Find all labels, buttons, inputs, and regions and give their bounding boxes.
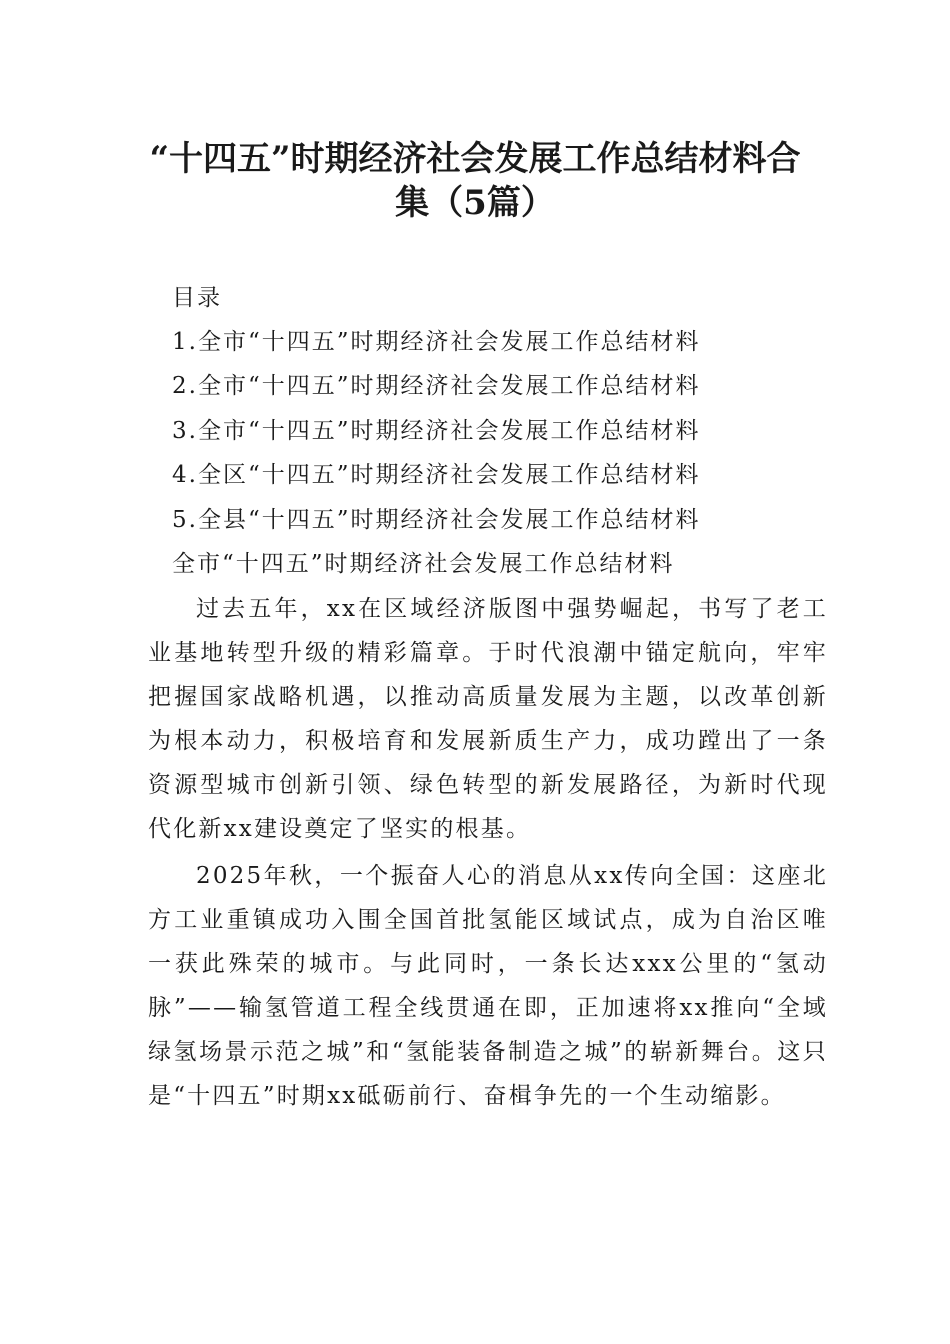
body-paragraph-1: 过去五年，xx在区域经济版图中强势崛起，书写了老工业基地转型升级的精彩篇章。于时代浪潮中锚定航向，牢牢把握国家战略机遇，以推动高质量发展为主题，以改革创新为根本动力，积极培育和发展新质生产力，成功蹚出了一条资源型城市创新引领、绿色转型的新发展路径，为新时代现代化新xx建设奠定了坚实的根基。 (148, 596, 828, 842)
section-title: 全市“十四五”时期经济社会发展工作总结材料 (172, 551, 675, 577)
toc-item-5: 5.全县“十四五”时期经济社会发展工作总结材料 (172, 507, 701, 533)
toc-item-4: 4.全区“十四五”时期经济社会发展工作总结材料 (172, 462, 701, 488)
document-title-line-1: “十四五”时期经济社会发展工作总结材料合 (149, 139, 801, 179)
toc-heading: 目录 (172, 285, 222, 311)
toc-item-2: 2.全市“十四五”时期经济社会发展工作总结材料 (172, 373, 701, 399)
toc-item-1: 1.全市“十四五”时期经济社会发展工作总结材料 (172, 329, 701, 355)
toc-item-3: 3.全市“十四五”时期经济社会发展工作总结材料 (172, 418, 701, 444)
document-title-line-2: 集（5篇） (395, 183, 555, 223)
body-paragraph-2: 2025年秋，一个振奋人心的消息从xx传向全国：这座北方工业重镇成功入围全国首批氢能区域试点，成为自治区唯一获此殊荣的城市。与此同时，一条长达xxx公里的“氢动脉”——输氢管道工程全线贯通在即，正加速将xx推向“全域绿氢场景示范之城”和“氢能装备制造之城”的崭新舞台。这只是“十四五”时期xx砥砺前行、奋楫争先的一个生动缩影。 (148, 863, 828, 1109)
